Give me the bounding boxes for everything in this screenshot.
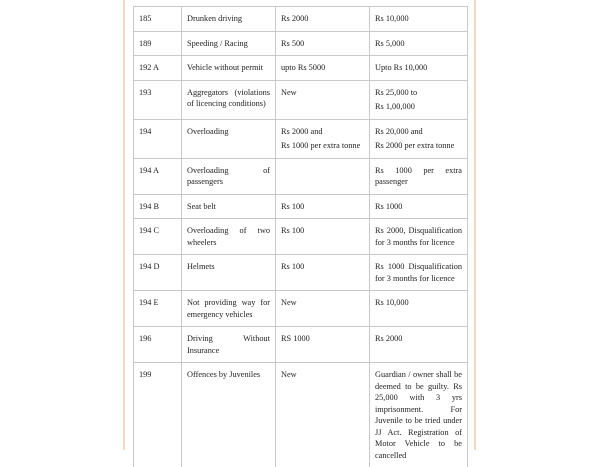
offence-cell <box>182 80 276 119</box>
section-cell <box>134 219 182 255</box>
table-row <box>134 363 468 467</box>
new-penalty-cell <box>370 31 468 56</box>
offence-cell <box>182 56 276 81</box>
old-penalty-cell-line: Rs 1000 per extra tonne <box>281 140 364 152</box>
old-penalty-cell <box>276 31 370 56</box>
offence-cell-text: Speeding / Racing <box>187 38 270 50</box>
old-penalty-cell <box>276 158 370 194</box>
section-cell-text: 189 <box>139 38 176 50</box>
offence-cell-text: Overloading of passengers <box>187 165 270 188</box>
new-penalty-cell <box>370 363 468 467</box>
page-edge-right <box>474 0 476 450</box>
offence-cell-text: Aggregators (violations of licencing conditions) <box>187 87 270 110</box>
table-row <box>134 56 468 81</box>
section-cell-text: 199 <box>139 369 176 381</box>
new-penalty-cell <box>370 80 468 119</box>
old-penalty-cell-line: Rs 2000 <box>281 13 364 25</box>
new-penalty-cell-line: Guardian / owner shall be deemed to be guilty. Rs 25,000 with 3 yrs imprisonment. For Juvenile to be tried under JJ Act. Registration of Motor Vehicle to be cancelled <box>375 369 462 461</box>
section-cell <box>134 119 182 158</box>
old-penalty-cell <box>276 291 370 327</box>
offence-cell <box>182 219 276 255</box>
section-cell <box>134 194 182 219</box>
offence-cell-text: Helmets <box>187 261 270 273</box>
section-cell-text: 196 <box>139 333 176 345</box>
old-penalty-cell-line: RS 1000 <box>281 333 364 345</box>
offence-cell <box>182 363 276 467</box>
section-cell-text: 194 D <box>139 261 176 273</box>
section-cell-text: 193 <box>139 87 176 99</box>
old-penalty-cell-line: Rs 100 <box>281 201 364 213</box>
new-penalty-cell-line: Rs 10,000 <box>375 13 462 25</box>
new-penalty-cell-line: Rs 1000 <box>375 201 462 213</box>
table-row <box>134 31 468 56</box>
old-penalty-cell-line: upto Rs 5000 <box>281 62 364 74</box>
offence-cell <box>182 194 276 219</box>
offence-cell-text: Seat belt <box>187 201 270 213</box>
old-penalty-cell <box>276 327 370 363</box>
new-penalty-cell <box>370 219 468 255</box>
old-penalty-cell <box>276 255 370 291</box>
table-row <box>134 119 468 158</box>
new-penalty-cell-line: Rs 1000 Disqualification for 3 months for licence <box>375 261 462 284</box>
section-cell <box>134 327 182 363</box>
section-cell <box>134 80 182 119</box>
new-penalty-cell-line: Rs 2000 <box>375 333 462 345</box>
old-penalty-cell-line: Rs 500 <box>281 38 364 50</box>
new-penalty-cell-line: Rs 1000 per extra passenger <box>375 165 462 188</box>
new-penalty-cell-line: Rs 5,000 <box>375 38 462 50</box>
new-penalty-cell-line: Rs 1,00,000 <box>375 101 462 113</box>
page-edge-left <box>123 0 125 450</box>
offence-cell <box>182 158 276 194</box>
new-penalty-cell-line: Rs 25,000 to <box>375 87 462 99</box>
table-row <box>134 291 468 327</box>
old-penalty-cell <box>276 80 370 119</box>
offence-cell-text: Not providing way for emergency vehicles <box>187 297 270 320</box>
section-cell <box>134 363 182 467</box>
new-penalty-cell <box>370 7 468 32</box>
section-cell-text: 192 A <box>139 62 176 74</box>
section-cell-text: 194 E <box>139 297 176 309</box>
table-row <box>134 7 468 32</box>
old-penalty-cell <box>276 119 370 158</box>
offence-cell <box>182 31 276 56</box>
offence-cell <box>182 327 276 363</box>
old-penalty-cell <box>276 56 370 81</box>
old-penalty-cell-line: Rs 2000 and <box>281 126 364 138</box>
new-penalty-cell-line: Rs 20,000 and <box>375 126 462 138</box>
offence-cell-text: Drunken driving <box>187 13 270 25</box>
old-penalty-cell-line: Rs 100 <box>281 225 364 237</box>
new-penalty-cell <box>370 327 468 363</box>
section-cell <box>134 31 182 56</box>
section-cell-text: 194 C <box>139 225 176 237</box>
penalty-table-body <box>134 7 468 467</box>
section-cell-text: 194 A <box>139 165 176 177</box>
offence-cell-text: Vehicle without permit <box>187 62 270 74</box>
offence-cell-text: Overloading <box>187 126 270 138</box>
new-penalty-cell <box>370 158 468 194</box>
old-penalty-cell <box>276 219 370 255</box>
offence-cell-text: Driving Without Insurance <box>187 333 270 356</box>
table-row <box>134 255 468 291</box>
new-penalty-cell-line: Upto Rs 10,000 <box>375 62 462 74</box>
new-penalty-cell <box>370 119 468 158</box>
offence-cell <box>182 7 276 32</box>
new-penalty-cell-line: Rs 2000, Disqualification for 3 months for licence <box>375 225 462 248</box>
penalty-table <box>133 6 468 467</box>
old-penalty-cell-line: Rs 100 <box>281 261 364 273</box>
old-penalty-cell <box>276 363 370 467</box>
offence-cell-text: Offences by Juveniles <box>187 369 270 381</box>
table-row <box>134 194 468 219</box>
new-penalty-cell-line: Rs 2000 per extra tonne <box>375 140 462 152</box>
section-cell-text: 194 B <box>139 201 176 213</box>
offence-cell <box>182 119 276 158</box>
section-cell <box>134 255 182 291</box>
new-penalty-cell <box>370 194 468 219</box>
new-penalty-cell <box>370 291 468 327</box>
offence-cell-text: Overloading of two wheelers <box>187 225 270 248</box>
section-cell <box>134 291 182 327</box>
section-cell-text: 194 <box>139 126 176 138</box>
table-row <box>134 158 468 194</box>
section-cell <box>134 158 182 194</box>
old-penalty-cell <box>276 7 370 32</box>
new-penalty-cell <box>370 56 468 81</box>
new-penalty-cell <box>370 255 468 291</box>
offence-cell <box>182 255 276 291</box>
table-row <box>134 327 468 363</box>
old-penalty-cell <box>276 194 370 219</box>
table-row <box>134 80 468 119</box>
section-cell <box>134 56 182 81</box>
old-penalty-cell-line: New <box>281 297 364 309</box>
section-cell <box>134 7 182 32</box>
table-row <box>134 219 468 255</box>
old-penalty-cell-line: New <box>281 369 364 381</box>
new-penalty-cell-line: Rs 10,000 <box>375 297 462 309</box>
old-penalty-cell-line: New <box>281 87 364 99</box>
offence-cell <box>182 291 276 327</box>
section-cell-text: 185 <box>139 13 176 25</box>
